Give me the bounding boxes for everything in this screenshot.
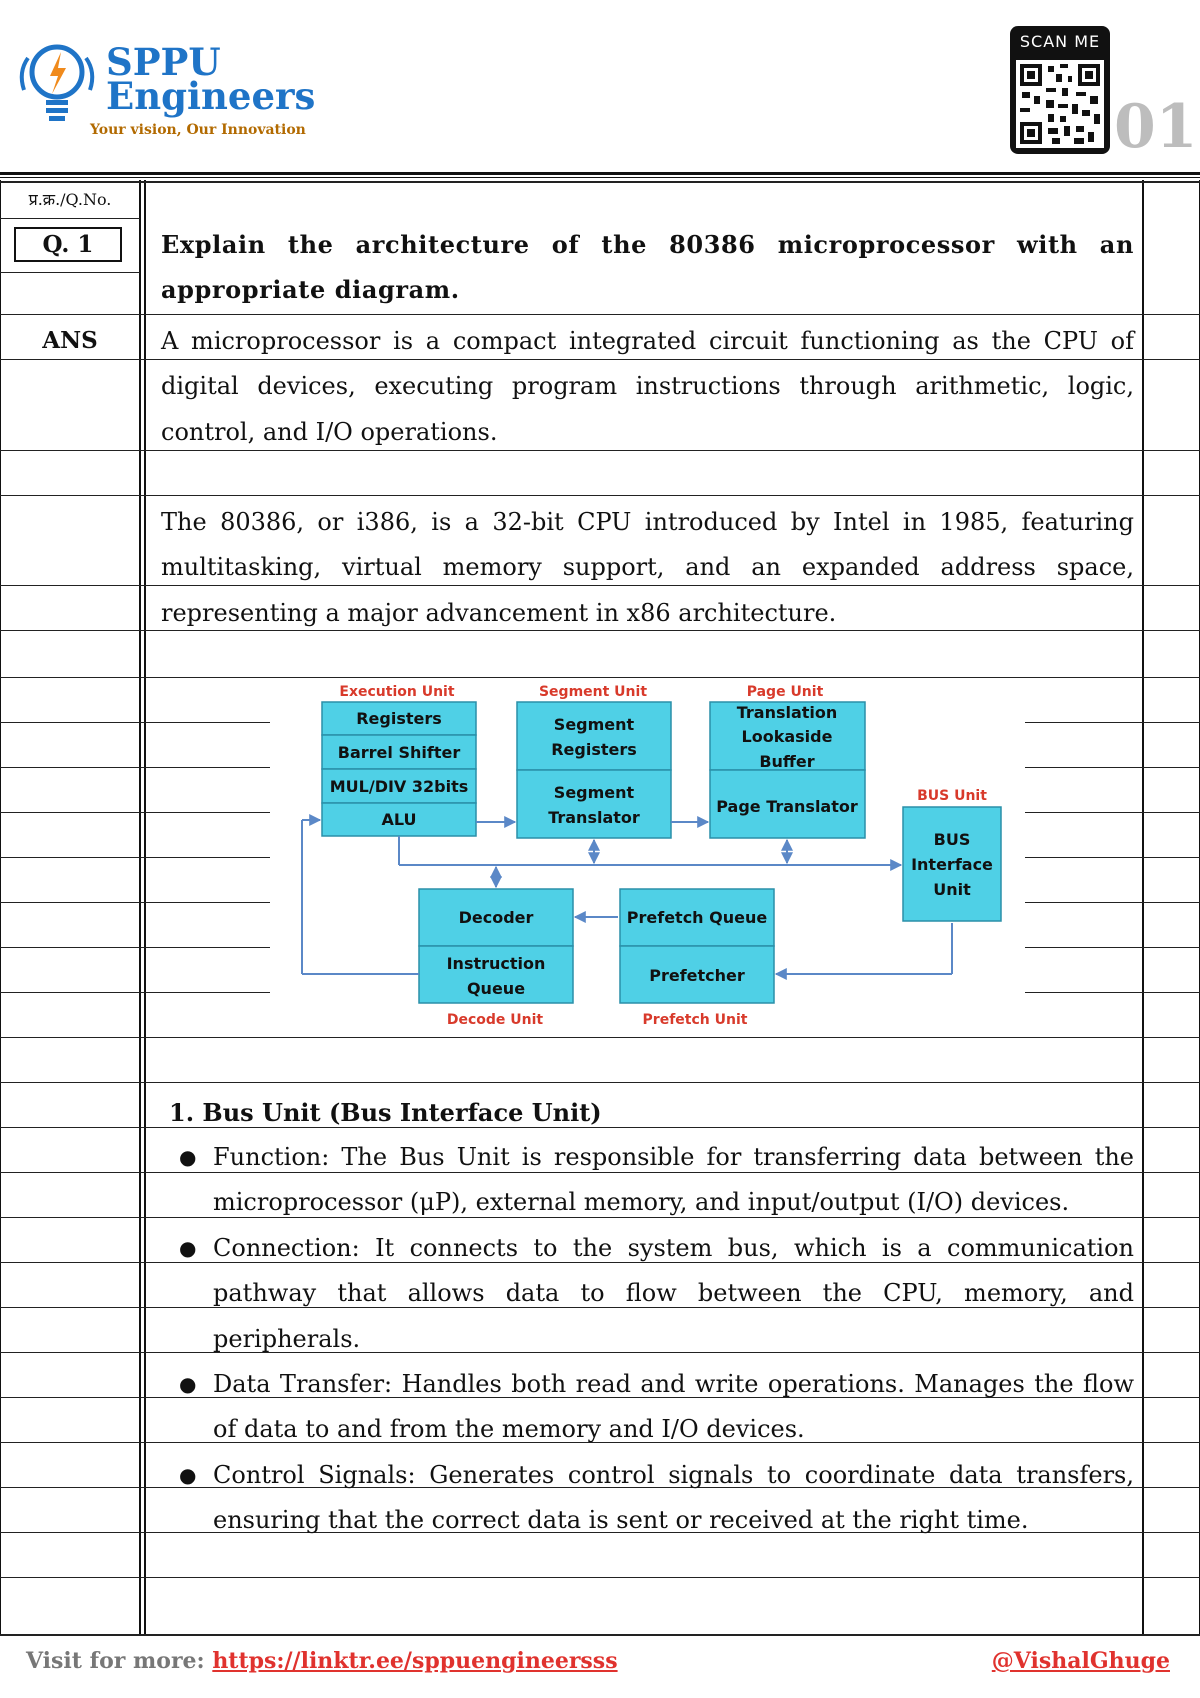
prefetch-queue-label: Prefetch Queue bbox=[626, 908, 768, 927]
bus-label2: Interface bbox=[911, 855, 993, 874]
ruled-line bbox=[0, 1577, 1200, 1578]
footer-link[interactable]: https://linktr.ee/sppuengineersss bbox=[212, 1648, 618, 1674]
mul-div-label: MUL/DIV 32bits bbox=[329, 777, 469, 796]
prefetcher-label: Prefetcher bbox=[649, 966, 745, 985]
logo-subtitle: Engineers bbox=[106, 74, 316, 118]
ruled-line bbox=[0, 495, 1200, 496]
ruled-line bbox=[0, 677, 1200, 678]
registers-label: Registers bbox=[356, 709, 442, 728]
instruction-queue-label1: Instruction bbox=[446, 954, 546, 973]
bullet-text: Function: The Bus Unit is responsible for transferring data between the microprocessor (μP), external memory, and input/output (I/O) devices. bbox=[213, 1143, 1134, 1217]
column-divider bbox=[139, 180, 141, 1635]
ruled-line bbox=[0, 181, 1200, 183]
bullet-icon: ● bbox=[179, 1235, 197, 1260]
segment-translator-block bbox=[517, 770, 671, 838]
diagram-svg bbox=[270, 680, 1025, 1036]
segment-registers-label1: Segment bbox=[553, 715, 635, 734]
bullet-icon: ● bbox=[179, 1372, 197, 1397]
bullet-text: Connection: It connects to the system bus, which is a communication pathway that allows data to flow between the CPU, memory, and peripherals. bbox=[213, 1233, 1134, 1353]
tlb-label1: Translation bbox=[736, 703, 838, 722]
bullet-list bbox=[179, 1135, 1134, 1544]
logo-title: SPPU bbox=[106, 40, 221, 84]
alu-label: ALU bbox=[381, 810, 417, 829]
header-divider-thin bbox=[0, 177, 1200, 178]
intro-paragraph: A microprocessor is a compact integrated circuit functioning as the CPU of digital devices, executing program instructions through arithmetic, logic, control, and I/O operations. bbox=[161, 327, 1134, 446]
qr-code-badge[interactable] bbox=[1010, 26, 1110, 154]
segment-registers-label2: Registers bbox=[551, 740, 637, 759]
architecture-diagram bbox=[270, 680, 1025, 1036]
bullet-icon: ● bbox=[179, 1462, 197, 1487]
footer-visit bbox=[26, 1648, 618, 1674]
question-number: Q. 1 bbox=[14, 227, 122, 262]
bullet-icon: ● bbox=[179, 1145, 197, 1169]
qr-code-icon bbox=[1016, 60, 1104, 148]
page-number: 01 bbox=[1114, 92, 1198, 162]
lightbulb-icon bbox=[14, 36, 100, 136]
list-item bbox=[179, 1135, 1134, 1226]
bus-label3: Unit bbox=[933, 880, 971, 899]
answer-label: ANS bbox=[42, 327, 98, 354]
decode-unit-title: Decode Unit bbox=[446, 1012, 544, 1028]
list-item bbox=[179, 1226, 1134, 1362]
barrel-shifter-label: Barrel Shifter bbox=[337, 743, 461, 762]
logo-tagline: Your vision, Our Innovation bbox=[90, 122, 306, 138]
tlb-label2: Lookaside bbox=[741, 727, 833, 746]
history-paragraph: The 80386, or i386, is a 32-bit CPU introduced by Intel in 1985, featuring multitasking, virtual memory support, and an expanded address space, representing a major advancement in x86 architecture. bbox=[161, 508, 1134, 627]
ruled-line bbox=[0, 1634, 1200, 1636]
section-heading: 1. Bus Unit (Bus Interface Unit) bbox=[169, 1098, 602, 1127]
segment-translator-label2: Translator bbox=[548, 808, 640, 827]
bullet-text: Data Transfer: Handles both read and write operations. Manages the flow of data to and from the memory and I/O devices. bbox=[213, 1370, 1134, 1444]
ruled-line bbox=[0, 1037, 1200, 1038]
instruction-queue-label2: Queue bbox=[466, 979, 526, 998]
column-divider bbox=[1142, 180, 1144, 1635]
prefetch-unit-title: Prefetch Unit bbox=[642, 1012, 748, 1028]
page-translator-label: Page Translator bbox=[716, 797, 858, 816]
qno-column-header: प्र.क्र./Q.No. bbox=[28, 190, 112, 209]
segment-unit-title: Segment Unit bbox=[538, 684, 648, 700]
footer-visit-label: Visit for more: bbox=[26, 1648, 213, 1674]
qr-label: SCAN ME bbox=[1019, 32, 1101, 51]
brand-logo bbox=[14, 36, 316, 146]
tlb-label3: Buffer bbox=[759, 752, 815, 771]
footer-handle-link[interactable]: @VishalGhuge bbox=[991, 1648, 1170, 1674]
ruled-line bbox=[0, 218, 140, 219]
decoder-label: Decoder bbox=[458, 908, 534, 927]
ruled-line bbox=[0, 1082, 1200, 1083]
list-item bbox=[179, 1453, 1134, 1544]
bullet-text: Control Signals: Generates control signals to coordinate data transfers, ensuring that the correct data is sent or received at the right time. bbox=[213, 1460, 1134, 1535]
segment-translator-label1: Segment bbox=[553, 783, 635, 802]
question-text: Explain the architecture of the 80386 microprocessor with an appropriate diagram. bbox=[161, 230, 1134, 305]
segment-registers-block bbox=[517, 702, 671, 770]
bus-label1: BUS bbox=[933, 830, 971, 849]
column-divider bbox=[144, 180, 146, 1635]
header-divider bbox=[0, 172, 1200, 175]
list-item bbox=[179, 1362, 1134, 1453]
bus-unit-title: BUS Unit bbox=[917, 788, 987, 804]
ruled-line bbox=[0, 314, 1200, 315]
execution-unit-title: Execution Unit bbox=[339, 684, 455, 700]
ruled-line bbox=[0, 272, 140, 273]
page-unit-title: Page Unit bbox=[746, 684, 824, 700]
